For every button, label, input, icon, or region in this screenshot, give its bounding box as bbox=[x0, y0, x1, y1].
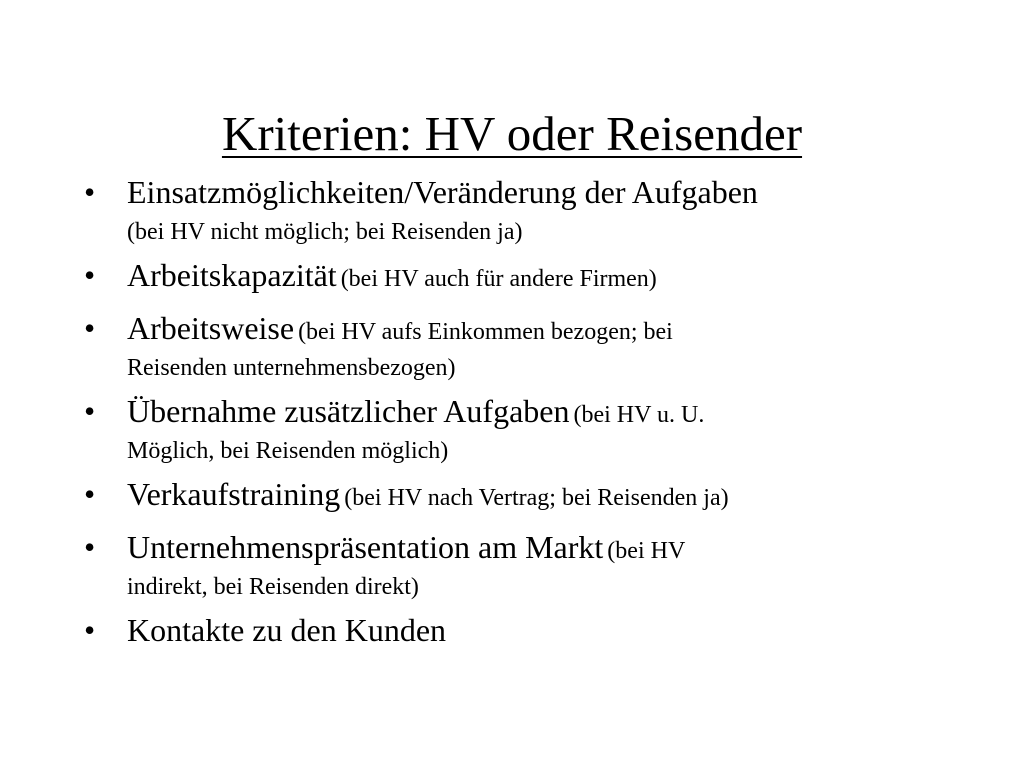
bullet-sub-text: (bei HV bbox=[607, 538, 686, 564]
bullet-list bbox=[84, 174, 934, 665]
bullet-icon: • bbox=[84, 393, 96, 429]
bullet-icon: • bbox=[84, 310, 96, 346]
bullet-icon: • bbox=[84, 529, 96, 565]
list-item bbox=[84, 257, 934, 300]
bullet-icon: • bbox=[84, 476, 96, 512]
bullet-sub-continuation: indirekt, bei Reisenden direkt) bbox=[127, 574, 419, 600]
bullet-main-text: Unternehmenspräsentation am Markt bbox=[127, 529, 604, 565]
list-item bbox=[84, 529, 934, 602]
bullet-sub-continuation: Möglich, bei Reisenden möglich) bbox=[127, 438, 449, 464]
bullet-sub-text: (bei HV u. U. bbox=[573, 402, 705, 428]
list-item bbox=[84, 174, 934, 247]
list-item bbox=[84, 612, 934, 655]
bullet-main-text: Verkaufstraining bbox=[127, 476, 341, 512]
list-item bbox=[84, 310, 934, 383]
bullet-main-text: Übernahme zusätzlicher Aufgaben bbox=[127, 393, 570, 429]
bullet-main-text: Arbeitsweise bbox=[127, 310, 295, 346]
list-item bbox=[84, 393, 934, 466]
bullet-sub-text: (bei HV auch für andere Firmen) bbox=[340, 266, 657, 292]
bullet-main-text: Einsatzmöglichkeiten/Veränderung der Aufgaben bbox=[127, 174, 758, 210]
bullet-icon: • bbox=[84, 174, 96, 210]
bullet-main-text: Arbeitskapazität bbox=[127, 257, 337, 293]
bullet-sub-continuation: Reisenden unternehmensbezogen) bbox=[127, 355, 456, 381]
bullet-sub-text: (bei HV nicht möglich; bei Reisenden ja) bbox=[127, 219, 523, 245]
list-item bbox=[84, 476, 934, 519]
bullet-icon: • bbox=[84, 612, 96, 648]
bullet-sub-text: (bei HV aufs Einkommen bezogen; bei bbox=[298, 319, 673, 345]
bullet-sub-text: (bei HV nach Vertrag; bei Reisenden ja) bbox=[344, 485, 729, 511]
bullet-main-text: Kontakte zu den Kunden bbox=[127, 612, 447, 648]
slide-title: Kriterien: HV oder Reisender bbox=[221, 106, 803, 161]
bullet-icon: • bbox=[84, 257, 96, 293]
